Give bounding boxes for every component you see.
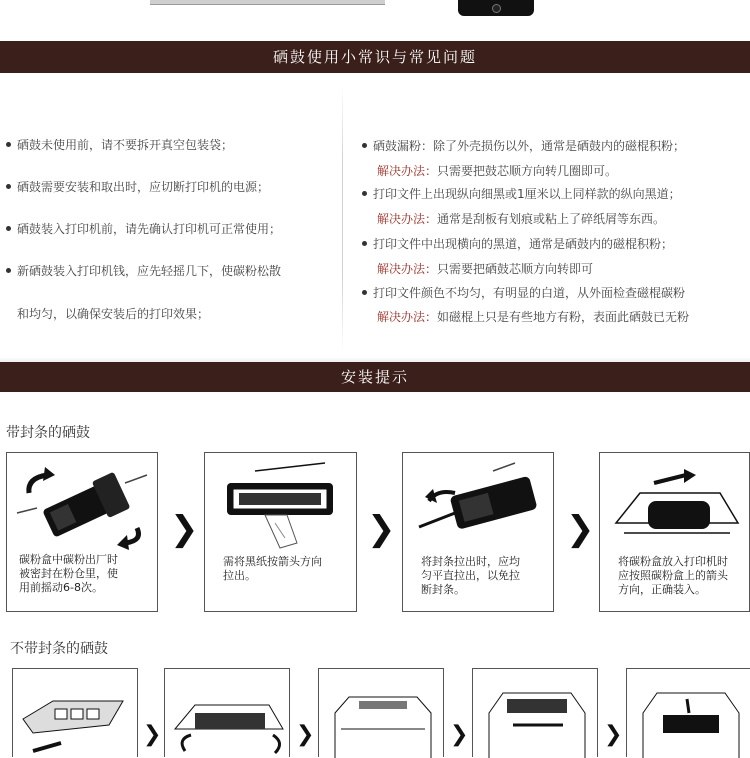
next-arrow-icon: ❯ bbox=[566, 509, 595, 549]
no-seal-step-3 bbox=[318, 668, 444, 757]
step-description: 将封条拉出时，应均 匀平直拉出，以免拉 断封条。 bbox=[421, 555, 520, 596]
insert-cartridge-illustration bbox=[600, 453, 750, 553]
printer-open-illustration bbox=[473, 669, 599, 758]
column-divider bbox=[342, 84, 343, 354]
problem-issue: 打印文件中出现横向的黑道，通常是硒鼓内的磁棍积粉； bbox=[362, 235, 673, 252]
product-device-image bbox=[458, 0, 534, 16]
printer-insert-illustration bbox=[627, 669, 750, 758]
without-seal-label: 不带封条的硒鼓 bbox=[10, 641, 108, 657]
bullet-icon bbox=[362, 191, 367, 196]
problem-issue: 打印文件颜色不均匀，有明显的白道，从外面检查磁棍碳粉 bbox=[362, 284, 685, 301]
left-tip: 新硒鼓装入打印机钱，应先轻摇几下，使碳粉松散 bbox=[6, 262, 281, 279]
cartridge-illustration bbox=[13, 669, 139, 758]
printer-illustration bbox=[319, 669, 445, 758]
next-arrow-icon: ❯ bbox=[143, 722, 162, 747]
left-tip: 硒鼓需要安装和取出时，应切断打印机的电源； bbox=[6, 178, 269, 195]
with-seal-label: 带封条的硒鼓 bbox=[6, 425, 90, 441]
next-arrow-icon: ❯ bbox=[367, 509, 396, 549]
left-tip: 硒鼓装入打印机前，请先确认打印机可正常使用； bbox=[6, 220, 281, 237]
product-image-edge bbox=[150, 0, 385, 5]
usage-tips-section bbox=[0, 74, 750, 362]
usage-tips-banner: 硒鼓使用小常识与常见问题 bbox=[0, 41, 750, 73]
bullet-icon bbox=[362, 241, 367, 246]
device-lens bbox=[492, 4, 501, 13]
step-description: 将碳粉盒放入打印机时 应按照碳粉盒上的箭头 方向，正确装入。 bbox=[618, 555, 728, 596]
step-description: 需将黑纸按箭头方向 拉出。 bbox=[223, 555, 322, 582]
bullet-icon bbox=[362, 290, 367, 295]
next-arrow-icon: ❯ bbox=[604, 722, 623, 747]
problem-fix: 解决办法：只需要把鼓芯顺方向转几圈即可。 bbox=[377, 164, 618, 178]
problem-issue: 硒鼓漏粉：除了外壳损伤以外，通常是硒鼓内的磁棍积粉； bbox=[362, 137, 685, 154]
install-step-3 bbox=[402, 452, 554, 612]
problem-fix: 解决办法：通常是刮板有划痕或粘上了碎纸屑等东西。 bbox=[377, 212, 666, 226]
problem-fix: 解决办法：如磁棍上只是有些地方有粉，表面此硒鼓已无粉 bbox=[377, 310, 690, 324]
bullet-icon bbox=[6, 184, 11, 189]
bullet-icon bbox=[362, 143, 367, 148]
left-tip-continued: 和均匀，以确保安装后的打印效果； bbox=[17, 307, 210, 321]
no-seal-step-4 bbox=[472, 668, 598, 757]
no-seal-step-2 bbox=[164, 668, 290, 757]
no-seal-step-1 bbox=[12, 668, 138, 757]
left-tip: 硒鼓未使用前，请不要拆开真空包装袋； bbox=[6, 136, 233, 153]
next-arrow-icon: ❯ bbox=[450, 722, 469, 747]
open-cover-illustration bbox=[165, 669, 291, 758]
problem-issue: 打印文件上出现纵向细黑或1厘米以上同样款的纵向黑道； bbox=[362, 185, 681, 202]
next-arrow-icon: ❯ bbox=[296, 722, 315, 747]
no-seal-step-5 bbox=[626, 668, 750, 757]
bullet-icon bbox=[6, 142, 11, 147]
install-step-2 bbox=[204, 452, 357, 612]
install-step-4 bbox=[599, 452, 750, 612]
step-description: 碳粉盒中碳粉出厂时 被密封在粉仓里，使 用前摇动6-8次。 bbox=[19, 553, 118, 594]
next-arrow-icon: ❯ bbox=[170, 509, 199, 549]
install-step-1 bbox=[6, 452, 158, 612]
bullet-icon bbox=[6, 226, 11, 231]
bullet-icon bbox=[6, 268, 11, 273]
top-product-strip bbox=[0, 0, 750, 40]
install-tips-banner: 安装提示 bbox=[0, 362, 750, 392]
problem-fix: 解决办法：只需要把硒鼓芯顺方向转即可 bbox=[377, 262, 594, 276]
pull-seal-illustration bbox=[403, 453, 555, 553]
pull-black-paper-illustration bbox=[205, 453, 358, 553]
shake-cartridge-illustration bbox=[7, 453, 159, 553]
